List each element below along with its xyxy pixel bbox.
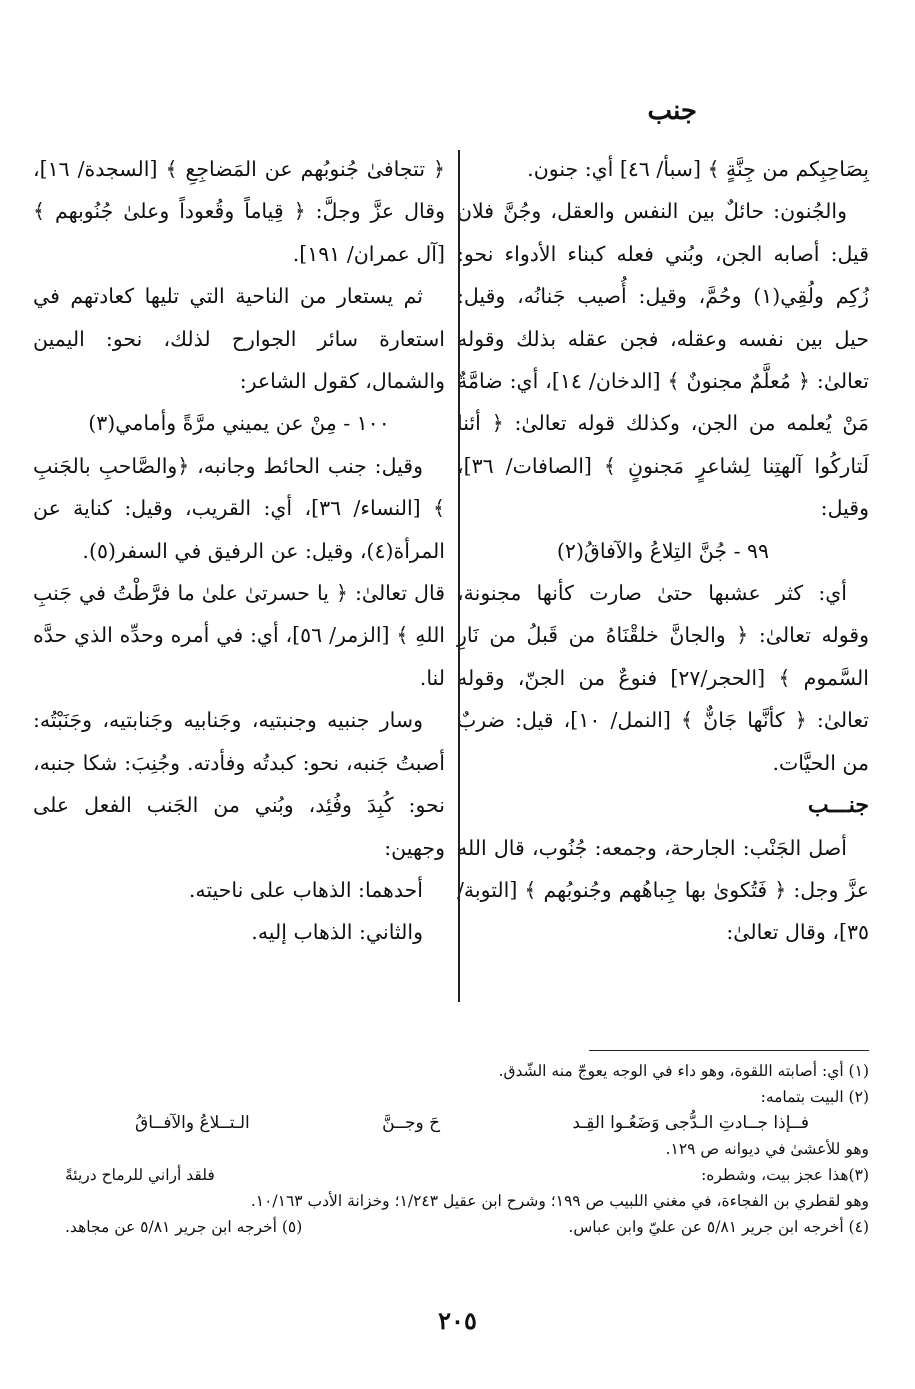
- footnote-3-verse: فلقد أراني للرماح دريئةً: [65, 1166, 215, 1184]
- footnote-5: (٥) أخرجه ابن جرير ٥/٨١ عن مجاهد.: [65, 1218, 303, 1236]
- footnote-2-intro: (٢) البيت بتمامه:: [760, 1088, 869, 1106]
- footnote-3-header: [45, 1162, 869, 1188]
- left-column-paragraph: أحدهما: الذهاب على ناحيته.: [188, 877, 423, 902]
- right-column-paragraph: بِصَاحِبِكم من جِنَّةٍ ﴾ [سبأ/ ٤٦] أي: جنون.: [527, 157, 869, 181]
- verse-part-b: حَ وجــنَّ: [382, 1113, 441, 1133]
- left-column-paragraph: والثاني: الذهاب إليه.: [251, 920, 423, 945]
- footnote-3-source: وهو لقطري بن الفجاءة، في مغني اللبيب ص ١٩٩؛ وشرح ابن عقيل ١/٢٤٣؛ وخزانة الأدب ١٠/١٦٣.: [250, 1192, 869, 1210]
- running-header: جنب: [647, 96, 697, 126]
- left-column-paragraph: ١٠٠ - مِنْ عن يميني مرَّةً وأمامي(٣): [88, 411, 390, 436]
- right-column-paragraph: ٩٩ - جُنَّ التِلاعُ والآفاقُ(٢): [556, 538, 770, 563]
- right-column-paragraph: أصل الجَنْب: الجارحة، وجمعه: جُنُوب، قال الله عزَّ وجل: ﴿ فَتُكوىٰ بها جِباهُهم وجُنوبُهم ﴾ [التوبة/ ٣٥]، وقال تعالىٰ:: [457, 835, 869, 945]
- left-column-paragraph: ﴿ تتجافىٰ جُنوبُهم عن المَضاجِعِ ﴾ [السجدة/ ١٦]، وقال عزَّ وجلَّ: ﴿ قِياماً وقُعوداً وعلىٰ جُنُوبهم ﴾ [آل عمران/ ١٩١].: [33, 157, 445, 266]
- footnote-3-intro: (٣)هذا عجز بيت، وشطره:: [701, 1166, 869, 1184]
- footnote-4: (٤) أخرجه ابن جرير ٥/٨١ عن عليّ وابن عباس.: [568, 1218, 869, 1236]
- left-column-paragraph: ثم يستعار من الناحية التي تليها كعادتهم في استعارة سائر الجوارح لذلك، نحو: اليمين والشمال، كقول الشاعر:: [33, 284, 445, 394]
- footnote-2-source: وهو للأعشىٰ في ديوانه ص ١٢٩.: [665, 1140, 869, 1158]
- right-column-paragraph: جنـــب: [807, 792, 869, 819]
- footnotes: [45, 1058, 869, 1240]
- left-column-paragraph: وسار جنبيه وجنبتيه، وجَنابيه وجَنابتيه، وجَنَبْتُه: أصبتُ جَنبه، نحو: كبدتُه وفأدته. وجُنِبَ: شكا جنبه، نحو: كُبِدَ وفُئِد، وبُني من الجَنب الفعل على وجهين:: [33, 708, 445, 860]
- left-column-paragraph: وقيل: جنب الحائط وجانبه، ﴿والصَّاحبِ بالجَنبِ ﴾ [النساء/ ٣٦]، أي: القريب، وقيل: كناية عن المرأة(٤)، وقيل: عن الرفيق في السفر(٥).: [33, 453, 446, 563]
- right-column-paragraph: والجُنون: حائلٌ بين النفس والعقل، وجُنَّ فلان قيل: أصابه الجن، وبُني فعله كبناء الأدواء نحو: زُكِم ولُقِي(١) وحُمَّ، وقيل: أُصيب جَنانُه، وقيل: حيل بين نفسه وعقله، فجن عقله بذلك وقوله تعالىٰ: ﴿ مُعلَّمٌ مجنونٌ ﴾ [الدخان/ ١٤]، أي: ضامَّةٌ مَنْ يُعلمه من الجن، وكذلك قوله تعالىٰ: ﴿ أئنا لَتاركُوا آلهتِنا لِشاعرٍ مَجنونٍ ﴾ [الصافات/ ٣٦]، وقيل:: [457, 199, 869, 521]
- column-divider: [458, 150, 460, 1002]
- footnote-4-5-row: [45, 1214, 869, 1240]
- right-column: [457, 148, 869, 954]
- footnote-rule: [589, 1050, 869, 1051]
- left-column: [33, 148, 445, 954]
- verse-part-c: الـتــلاعُ والآفــاقُ: [135, 1113, 250, 1133]
- footnote-2-verse: [45, 1110, 869, 1136]
- left-column-paragraph: قال تعالىٰ: ﴿ يا حسرتىٰ علىٰ ما فرَّطْتُ في جَنبِ اللهِ ﴾ [الزمر/ ٥٦]، أي: في أمره وحدِّه الذي حدَّه لنا.: [33, 581, 446, 690]
- right-column-paragraph: أي: كثر عشبها حتىٰ صارت كأنها مجنونة، وقوله تعالىٰ: ﴿ والجانَّ خلقْنَاهُ من قَبلُ من نَارِ السَّموم ﴾ [الحجر/٢٧] فنوعٌ من الجنّ، وقوله تعالىٰ: ﴿ كأنَّها جَانٌّ ﴾ [النمل/ ١٠]، قيل: ضربٌ من الحيَّات.: [457, 581, 869, 775]
- page-number: ٢٠٥: [438, 1306, 477, 1335]
- verse-part-a: فــإذا جــادتِ الـدُّجى وَضَعُـوا القِـد: [572, 1113, 809, 1133]
- footnote-1: (١) أي: أصابته اللقوة، وهو داء في الوجه يعوجّ منه الشّدق.: [498, 1062, 869, 1080]
